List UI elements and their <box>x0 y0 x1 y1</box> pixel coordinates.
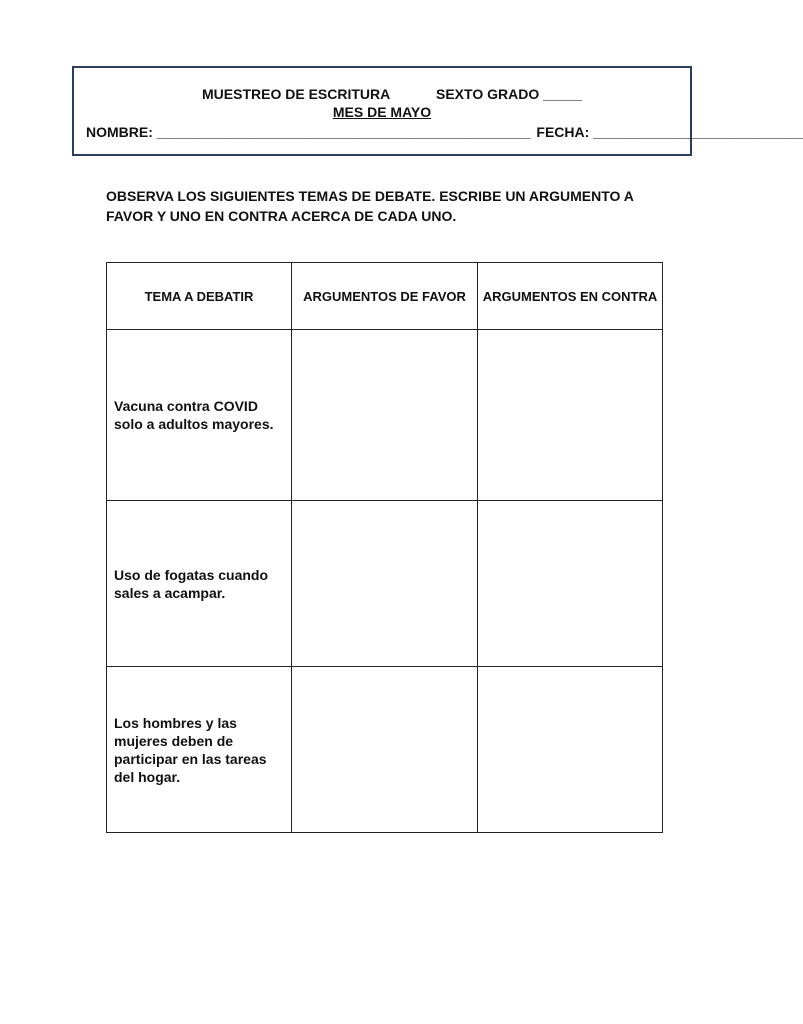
favor-answer-cell[interactable] <box>292 501 478 667</box>
topic-cell: Uso de fogatas cuando sales a acampar. <box>107 501 292 667</box>
name-field[interactable]: NOMBRE: ________________________________________________ <box>86 124 531 140</box>
worksheet-title: MUESTREO DE ESCRITURA <box>202 86 391 102</box>
favor-answer-cell[interactable] <box>292 667 478 833</box>
date-field[interactable]: FECHA: ___________________________ <box>536 124 803 140</box>
contra-answer-cell[interactable] <box>478 501 663 667</box>
debate-table <box>106 262 663 833</box>
contra-answer-cell[interactable] <box>478 330 663 501</box>
table-row <box>107 501 663 667</box>
month-label: MES DE MAYO <box>332 104 432 120</box>
topic-cell: Vacuna contra COVID solo a adultos mayores. <box>107 330 292 501</box>
header-box <box>72 66 803 156</box>
topic-cell: Los hombres y las mujeres deben de participar en las tareas del hogar. <box>107 667 292 833</box>
table-header-row <box>107 263 663 330</box>
header-line-3 <box>86 124 803 140</box>
column-header-contra: ARGUMENTOS EN CONTRA <box>478 263 663 330</box>
instructions: OBSERVA LOS SIGUIENTES TEMAS DE DEBATE. ESCRIBE UN ARGUMENTO A FAVOR Y UNO EN CONTRA ACERCA DE CADA UNO. <box>106 188 634 224</box>
grade-field[interactable]: SEXTO GRADO _____ <box>436 86 583 102</box>
contra-answer-cell[interactable] <box>478 667 663 833</box>
column-header-favor: ARGUMENTOS DE FAVOR <box>292 263 478 330</box>
header-line-1 <box>74 86 690 104</box>
table-row <box>107 330 663 501</box>
column-header-topic: TEMA A DEBATIR <box>107 263 292 330</box>
favor-answer-cell[interactable] <box>292 330 478 501</box>
table-row <box>107 667 663 833</box>
